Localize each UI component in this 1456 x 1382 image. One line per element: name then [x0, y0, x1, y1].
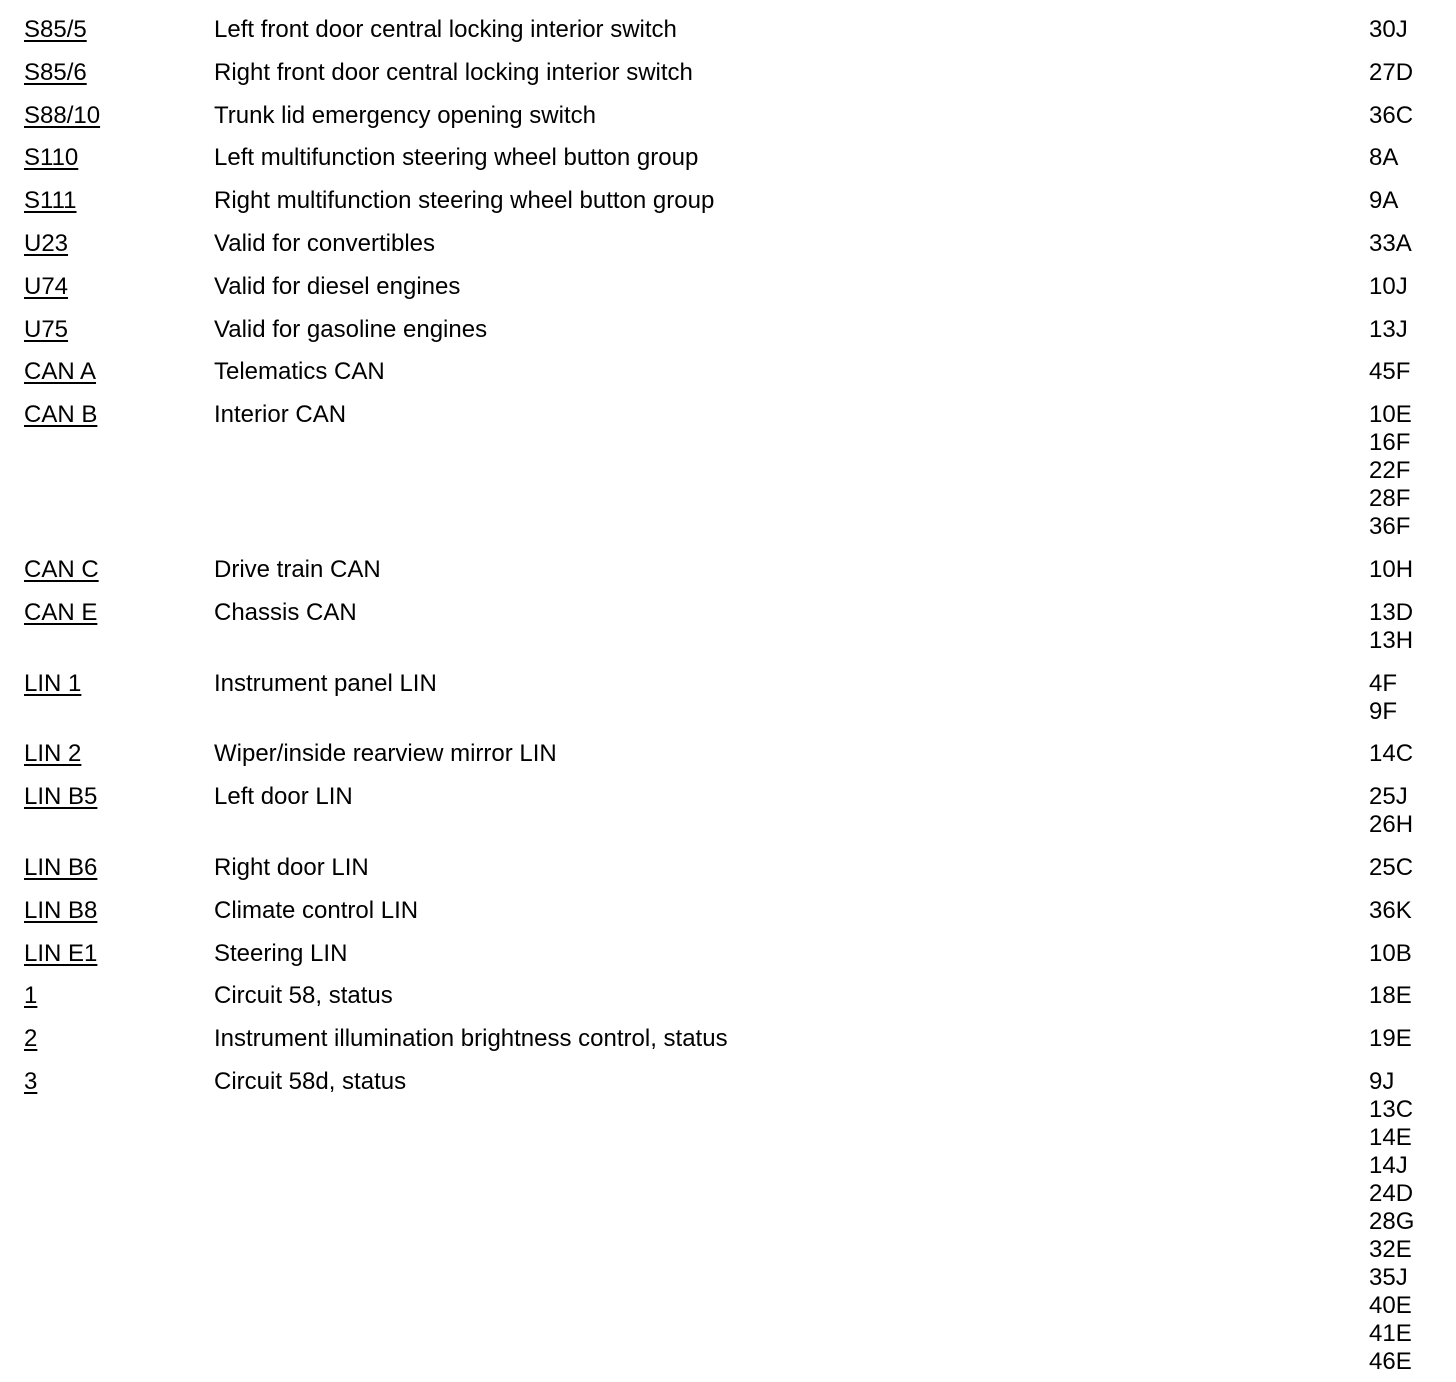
legend-row [0, 144, 1456, 172]
grid-reference: 13C [1369, 1095, 1414, 1123]
component-code-link[interactable]: U74 [24, 272, 69, 300]
grid-reference: 41E [1369, 1319, 1412, 1347]
grid-reference: 25C [1369, 853, 1414, 881]
component-code-link[interactable]: S88/10 [24, 101, 101, 129]
grid-reference-list [1369, 230, 1456, 258]
component-description: Left multifunction steering wheel button group [214, 144, 699, 172]
legend-row [0, 599, 1456, 655]
component-code-link[interactable]: S85/5 [24, 16, 87, 43]
grid-reference: 16F [1369, 429, 1411, 457]
component-code-link[interactable]: U23 [24, 229, 69, 257]
component-description: Right multifunction steering wheel button group [214, 187, 715, 215]
legend-row [0, 556, 1456, 584]
grid-reference: 36F [1369, 513, 1411, 541]
grid-reference: 13J [1369, 315, 1408, 343]
legend-row [0, 940, 1456, 968]
grid-reference: 14E [1369, 1123, 1412, 1151]
grid-reference-list [1369, 187, 1456, 215]
component-description: Valid for diesel engines [214, 272, 461, 300]
component-code-link[interactable]: S111 [24, 187, 77, 215]
component-description: Trunk lid emergency opening switch [214, 101, 596, 129]
component-description: Instrument illumination brightness control, status [214, 1025, 728, 1053]
component-code-link[interactable]: 2 [24, 1025, 38, 1053]
grid-reference-list [1369, 982, 1456, 1010]
legend-row [0, 358, 1456, 386]
component-description: Chassis CAN [214, 598, 357, 626]
legend-row [0, 740, 1456, 768]
component-code-link[interactable]: CAN C [24, 555, 99, 583]
grid-reference: 33A [1369, 229, 1412, 257]
component-code-link[interactable]: LIN E1 [24, 939, 98, 967]
component-code-link[interactable]: 1 [24, 982, 38, 1010]
grid-reference: 13D [1369, 598, 1414, 626]
component-code-link[interactable]: LIN B5 [24, 783, 98, 811]
grid-reference: 30J [1369, 16, 1408, 43]
legend-row [0, 16, 1456, 44]
component-description: Steering LIN [214, 939, 348, 967]
component-description: Wiper/inside rearview mirror LIN [214, 740, 557, 768]
component-description: Right front door central locking interior switch [214, 58, 693, 86]
grid-reference: 22F [1369, 457, 1411, 485]
grid-reference: 46E [1369, 1347, 1412, 1375]
grid-reference: 40E [1369, 1291, 1412, 1319]
component-code-link[interactable]: S110 [24, 144, 79, 172]
grid-reference: 25J [1369, 783, 1408, 811]
grid-reference: 35J [1369, 1263, 1408, 1291]
legend-row [0, 854, 1456, 882]
grid-reference: 45F [1369, 358, 1411, 386]
component-code-link[interactable]: CAN A [24, 358, 97, 386]
grid-reference-list [1369, 16, 1456, 44]
legend-row [0, 1025, 1456, 1053]
component-description: Left front door central locking interior switch [214, 16, 677, 43]
component-code-link[interactable]: LIN B8 [24, 896, 98, 924]
component-description: Drive train CAN [214, 555, 381, 583]
grid-reference-list [1369, 1025, 1456, 1053]
grid-reference: 18E [1369, 982, 1412, 1010]
grid-reference: 9F [1369, 697, 1398, 725]
legend-row [0, 982, 1456, 1010]
grid-reference: 32E [1369, 1235, 1412, 1263]
grid-reference: 28G [1369, 1207, 1415, 1235]
grid-reference-list [1369, 556, 1456, 584]
grid-reference-list [1369, 897, 1456, 925]
legend-row [0, 670, 1456, 726]
component-code-link[interactable]: CAN E [24, 598, 98, 626]
component-description: Climate control LIN [214, 896, 419, 924]
component-code-link[interactable]: LIN 2 [24, 740, 82, 768]
grid-reference: 24D [1369, 1179, 1414, 1207]
grid-reference: 28F [1369, 485, 1411, 513]
component-description: Telematics CAN [214, 358, 385, 386]
grid-reference: 9A [1369, 187, 1399, 215]
component-description: Left door LIN [214, 783, 353, 811]
grid-reference: 9J [1369, 1067, 1395, 1095]
component-code-link[interactable]: CAN B [24, 401, 98, 429]
component-description: Interior CAN [214, 401, 347, 429]
legend-row [0, 783, 1456, 839]
grid-reference-list [1369, 854, 1456, 882]
component-code-link[interactable]: 3 [24, 1067, 38, 1095]
grid-reference: 36K [1369, 896, 1412, 924]
grid-reference: 36C [1369, 101, 1414, 129]
component-code-link[interactable]: LIN B6 [24, 853, 98, 881]
component-description: Circuit 58, status [214, 982, 393, 1010]
component-code-link[interactable]: S85/6 [24, 58, 87, 86]
grid-reference-list [1369, 783, 1456, 839]
grid-reference: 14J [1369, 1151, 1408, 1179]
legend-row [0, 230, 1456, 258]
grid-reference-list [1369, 316, 1456, 344]
legend-row [0, 59, 1456, 87]
component-description: Circuit 58d, status [214, 1067, 407, 1095]
grid-reference-list [1369, 670, 1456, 726]
grid-reference: 10H [1369, 555, 1414, 583]
legend-row [0, 273, 1456, 301]
component-description: Instrument panel LIN [214, 669, 437, 697]
component-code-link[interactable]: U75 [24, 315, 69, 343]
grid-reference-list [1369, 102, 1456, 130]
grid-reference: 19E [1369, 1025, 1412, 1053]
grid-reference: 13H [1369, 626, 1414, 654]
grid-reference-list [1369, 401, 1456, 541]
grid-reference-list [1369, 358, 1456, 386]
grid-reference: 10B [1369, 939, 1412, 967]
component-description: Valid for gasoline engines [214, 315, 488, 343]
legend-row [0, 401, 1456, 541]
legend-row [0, 102, 1456, 130]
component-code-link[interactable]: LIN 1 [24, 669, 82, 697]
grid-reference: 27D [1369, 58, 1414, 86]
grid-reference: 14C [1369, 740, 1414, 768]
component-description: Valid for convertibles [214, 229, 435, 257]
grid-reference: 4F [1369, 669, 1398, 697]
grid-reference-list [1369, 144, 1456, 172]
grid-reference: 10J [1369, 272, 1408, 300]
legend-row [0, 897, 1456, 925]
legend-row [0, 1068, 1456, 1376]
grid-reference: 26H [1369, 811, 1414, 839]
grid-reference-list [1369, 740, 1456, 768]
legend-row [0, 316, 1456, 344]
grid-reference: 8A [1369, 144, 1399, 172]
grid-reference: 10E [1369, 401, 1412, 429]
grid-reference-list [1369, 59, 1456, 87]
grid-reference-list [1369, 1068, 1456, 1376]
grid-reference-list [1369, 273, 1456, 301]
component-description: Right door LIN [214, 853, 369, 881]
legend-row [0, 187, 1456, 215]
grid-reference-list [1369, 599, 1456, 655]
grid-reference-list [1369, 940, 1456, 968]
